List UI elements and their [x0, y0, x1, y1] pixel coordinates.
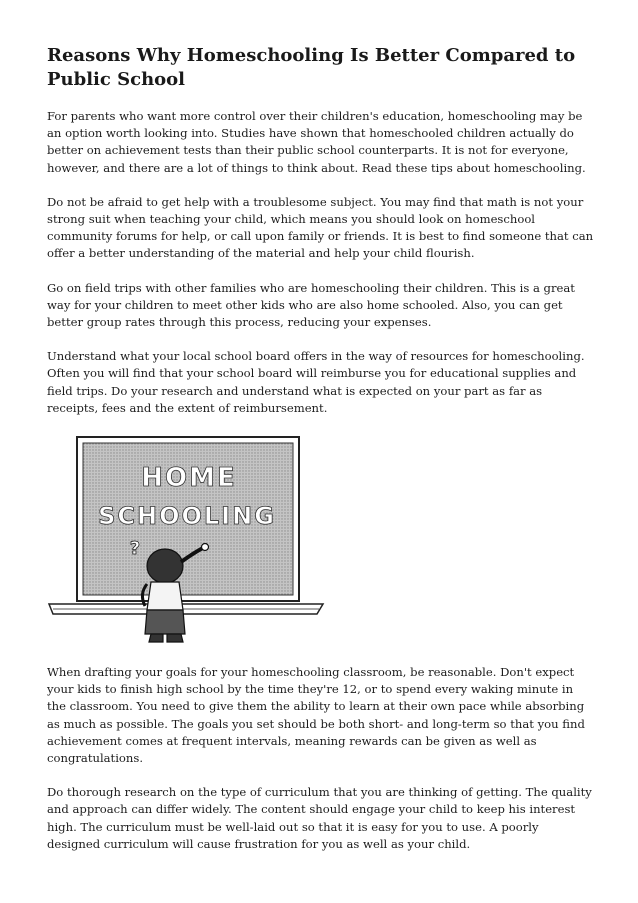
paragraph: Go on field trips with other families who are homeschooling their children. This is a great way for your children to meet other kids who are also home schooled. Also, you can get better group rates through this process, reducing your expenses. [47, 280, 575, 330]
paragraph: When drafting your goals for your homeschooling classroom, be reasonable. Don't expect your kids to finish high school by the time they're 12, or to spend every waking minute in the classroom. You need to give them the ability to learn at their own pace while absorbing as much as possible. The goals you set should be both short- and long-term so that you find achievement comes at frequent intervals, meaning rewards can be given as well as congratulations. [47, 665, 585, 766]
question-mark: ? [129, 538, 141, 560]
board-text-schooling: SCHOOLING [98, 502, 276, 531]
paragraph: Understand what your local school board offers in the way of resources for homeschooling. Often you will find that your school board will reimburse you for educational supplies and field trips. Do your research and understand what is expected on your part as far as receipts, fees and the extent of reimbursement. [47, 349, 585, 415]
chalkboard-drawing [47, 434, 327, 648]
paragraph: Do thorough research on the type of curriculum that you are thinking of getting. The quality and approach can differ widely. The content should engage your child to keep his interest high. The curriculum must be well-laid out so that it is easy for you to use. A poorly designed curriculum will cause frustration for you as well as your child. [47, 785, 592, 851]
board-text-home: HOME [141, 463, 237, 494]
document-page [47, 44, 595, 870]
document-title: Reasons Why Homeschooling Is Better Compared to Public School [47, 45, 576, 90]
homeschooling-illustration [47, 434, 327, 648]
paragraph: For parents who want more control over their children's education, homeschooling may be an option worth looking into. Studies have shown that homeschooled children actually do better on achievement tests than their public school counterparts. It is not for everyone, however, and there are a lot of things to think about. Read these tips about homeschooling. [47, 109, 586, 175]
paragraph: Do not be afraid to get help with a troublesome subject. You may find that math is not your strong suit when teaching your child, which means you should look on homeschool community forums for help, or call upon family or friends. It is best to find someone that can offer a better understanding of the material and help your child flourish. [47, 194, 594, 261]
